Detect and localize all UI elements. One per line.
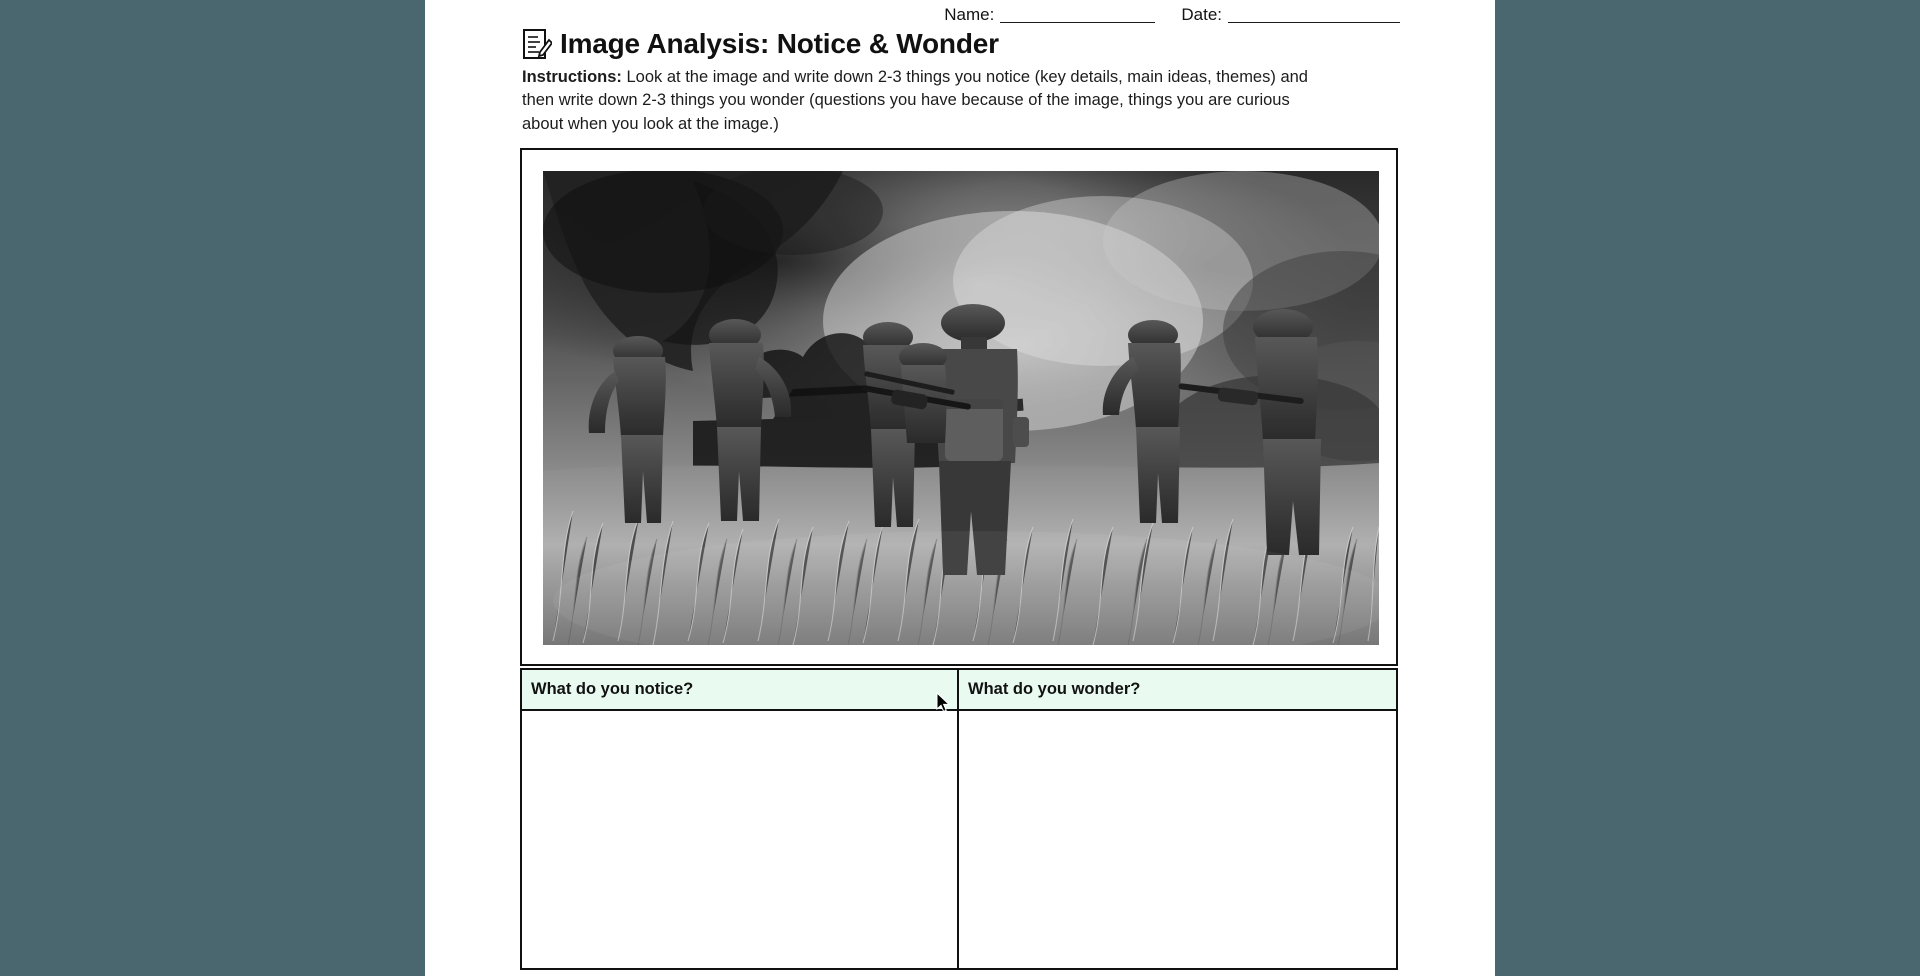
document-page [425, 0, 1495, 976]
analysis-photograph [543, 171, 1379, 645]
instructions-body: Look at the image and write down 2-3 things you notice (key details, main ideas, themes) and then write down 2-3 things you wonder (questions you have because of the image, things you are curious about when you look at the image.) [522, 68, 1308, 133]
instructions [522, 66, 1322, 136]
notice-wonder-table [520, 668, 1398, 970]
date-label: Date: [1181, 5, 1222, 24]
wonder-column [959, 670, 1396, 968]
page-title: Image Analysis: Notice & Wonder [560, 28, 999, 59]
instructions-label: Instructions: [522, 68, 622, 86]
name-label: Name: [944, 5, 995, 24]
title-row [522, 28, 999, 60]
worksheet [520, 0, 1400, 976]
wonder-column-header: What do you wonder? [959, 670, 1396, 711]
name-field-group [944, 6, 1155, 23]
date-field-group [1181, 6, 1400, 23]
notice-column [522, 670, 959, 968]
notice-column-header: What do you notice? [522, 670, 957, 711]
document-pencil-icon [522, 28, 552, 60]
notice-answer-area[interactable] [522, 711, 957, 968]
name-input-line[interactable] [1000, 8, 1155, 23]
wonder-answer-area[interactable] [959, 711, 1396, 968]
date-input-line[interactable] [1228, 8, 1400, 23]
name-date-row [944, 6, 1400, 23]
image-frame [520, 148, 1398, 666]
